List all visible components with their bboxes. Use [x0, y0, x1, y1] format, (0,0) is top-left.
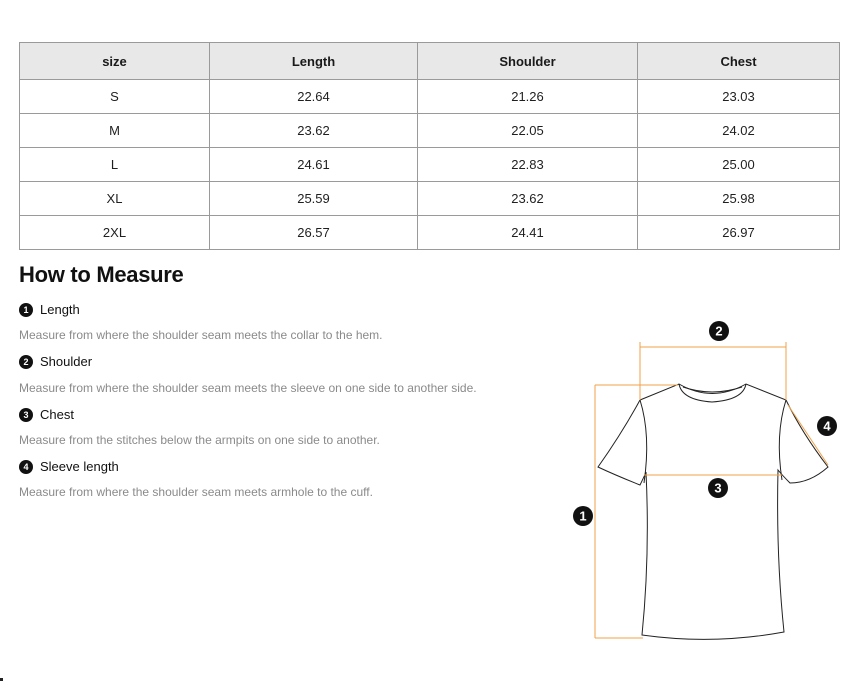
- cell-chest: 25.00: [638, 148, 840, 182]
- marker-1: [573, 506, 593, 526]
- cell-shoulder: 22.83: [418, 148, 638, 182]
- tshirt-outline: [598, 384, 828, 639]
- table-row: [20, 216, 840, 250]
- marker-3-label: 3: [714, 480, 722, 496]
- cell-shoulder: 22.05: [418, 114, 638, 148]
- size-chart-table: [19, 42, 840, 250]
- marker-2: [709, 321, 729, 341]
- header-shoulder: Shoulder: [418, 43, 638, 80]
- header-chest: Chest: [638, 43, 840, 80]
- table-row: [20, 80, 840, 114]
- header-length: Length: [210, 43, 418, 80]
- cell-length: 23.62: [210, 114, 418, 148]
- step-number-badge: 3: [19, 408, 33, 422]
- marker-4-label: 4: [823, 418, 831, 434]
- cell-chest: 24.02: [638, 114, 840, 148]
- step-number-badge: 1: [19, 303, 33, 317]
- step-description: Measure from the stitches below the armpits on one side to another.: [19, 433, 380, 447]
- marker-3: [708, 478, 728, 498]
- step-number-badge: 4: [19, 460, 33, 474]
- cell-shoulder: 23.62: [418, 182, 638, 216]
- sleeve-line: [788, 405, 828, 465]
- cell-chest: 23.03: [638, 80, 840, 114]
- table-header-row: [20, 43, 840, 80]
- cell-size: 2XL: [20, 216, 210, 250]
- table-row: [20, 182, 840, 216]
- cell-length: 24.61: [210, 148, 418, 182]
- cell-chest: 26.97: [638, 216, 840, 250]
- step-description: Measure from where the shoulder seam meets armhole to the cuff.: [19, 485, 373, 499]
- how-to-measure-title: How to Measure: [19, 262, 184, 287]
- step-length: [19, 302, 80, 317]
- step-sleeve-length: [19, 459, 119, 474]
- tshirt-measurement-diagram: [560, 315, 850, 650]
- cell-length: 25.59: [210, 182, 418, 216]
- table-row: [20, 148, 840, 182]
- tshirt-collar-rib: [683, 387, 742, 392]
- cell-chest: 25.98: [638, 182, 840, 216]
- step-chest: [19, 407, 74, 422]
- tshirt-body-path: [598, 384, 828, 639]
- step-description: Measure from where the shoulder seam meets the sleeve on one side to another side.: [19, 381, 477, 395]
- cell-length: 26.57: [210, 216, 418, 250]
- marker-1-label: 1: [579, 508, 587, 524]
- header-size: size: [20, 43, 210, 80]
- step-label: Chest: [40, 407, 74, 422]
- tshirt-left-armhole: [640, 400, 647, 483]
- step-label: Sleeve length: [40, 459, 119, 474]
- cell-length: 22.64: [210, 80, 418, 114]
- tshirt-right-armhole: [779, 400, 786, 480]
- step-number-badge: 2: [19, 355, 33, 369]
- cell-size: XL: [20, 182, 210, 216]
- step-label: Shoulder: [40, 354, 93, 369]
- cell-size: S: [20, 80, 210, 114]
- step-shoulder: [19, 354, 92, 369]
- cell-shoulder: 21.26: [418, 80, 638, 114]
- marker-2-label: 2: [715, 323, 723, 339]
- table-row: [20, 114, 840, 148]
- step-label: Length: [40, 302, 80, 317]
- cell-size: M: [20, 114, 210, 148]
- cell-size: L: [20, 148, 210, 182]
- marker-4: [817, 416, 837, 436]
- cell-shoulder: 24.41: [418, 216, 638, 250]
- step-description: Measure from where the shoulder seam meets the collar to the hem.: [19, 328, 383, 342]
